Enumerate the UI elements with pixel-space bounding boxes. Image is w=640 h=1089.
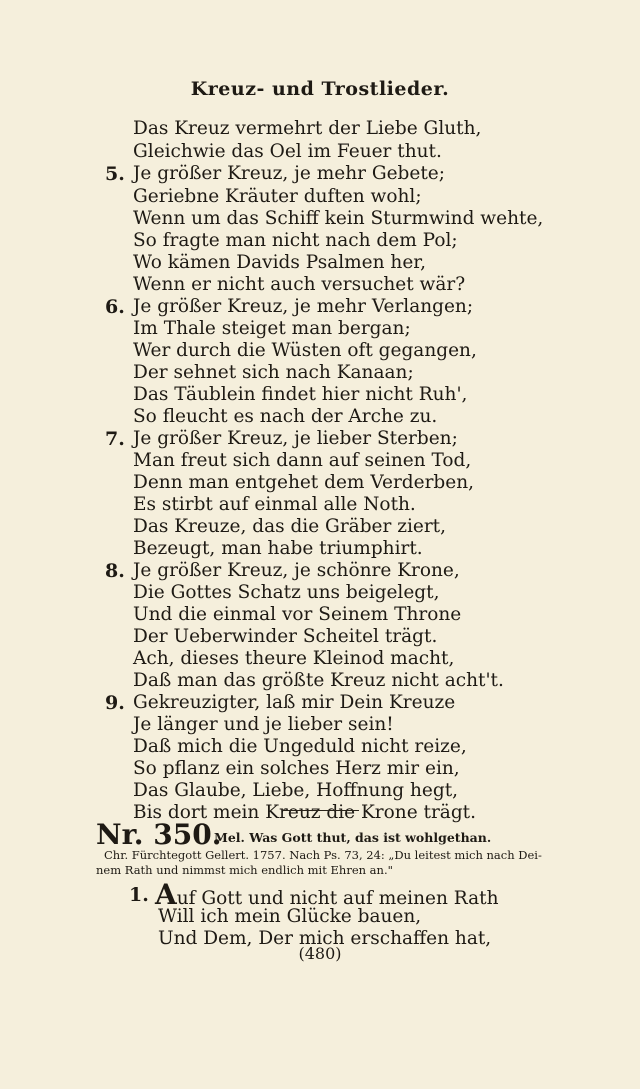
page-number: (480) xyxy=(298,944,342,963)
verse-line: Wo kämen Davids Psalmen her, xyxy=(133,252,426,273)
section-divider xyxy=(283,810,359,811)
verse-line: Und Dem, Der mich erschaffen hat, xyxy=(158,928,492,949)
verse-number: 9. xyxy=(105,692,125,714)
first-line-text: uf Gott und nicht auf meinen Rath xyxy=(176,888,499,909)
verse-line: Ach, dieses theure Kleinod macht, xyxy=(133,648,455,669)
verse-line: Gleichwie das Oel im Feuer thut. xyxy=(133,141,442,162)
author-line: Chr. Fürchtegott Gellert. 1757. Nach Ps. 73, 24: „Du leitest mich nach Dei- xyxy=(104,848,542,862)
verse-line: Je länger und je lieber sein! xyxy=(133,714,394,735)
verse-number: 6. xyxy=(105,296,125,318)
hymn-number: Nr. 350. xyxy=(96,818,222,851)
running-header: Kreuz- und Trostlieder. xyxy=(190,78,450,100)
verse-line: Denn man entgehet dem Verderben, xyxy=(133,472,475,493)
verse-line: Und die einmal vor Seinem Throne xyxy=(133,604,462,625)
verse-line: Das Täublein findet hier nicht Ruh', xyxy=(133,384,468,405)
verse-number: 7. xyxy=(105,428,125,450)
melody-note: Mel. Was Gott thut, das ist wohlgethan. xyxy=(214,830,492,845)
verse-line: Je größer Kreuz, je lieber Sterben; xyxy=(133,428,458,449)
verse-line: Der sehnet sich nach Kanaan; xyxy=(133,362,414,383)
verse-line: Man freut sich dann auf seinen Tod, xyxy=(133,450,472,471)
verse-line: Je größer Kreuz, je mehr Gebete; xyxy=(133,163,445,184)
verse-line: Das Kreuze, das die Gräber ziert, xyxy=(133,516,446,537)
verse-line: Wenn er nicht auch versuchet wär? xyxy=(133,274,466,295)
verse-line: Die Gottes Schatz uns beigelegt, xyxy=(133,582,440,603)
verse-line: So pflanz ein solches Herz mir ein, xyxy=(133,758,460,779)
verse-line: Wenn um das Schiff kein Sturmwind wehte, xyxy=(133,208,544,229)
verse-line: Je größer Kreuz, je schönre Krone, xyxy=(133,560,460,581)
verse-number: 1. xyxy=(129,884,149,906)
verse-line: So fragte man nicht nach dem Pol; xyxy=(133,230,458,251)
verse-line: Es stirbt auf einmal alle Noth. xyxy=(133,494,416,515)
verse-line: So fleucht es nach der Arche zu. xyxy=(133,406,438,427)
verse-line: Will ich mein Glücke bauen, xyxy=(158,906,422,927)
verse-line: Gekreuzigter, laß mir Dein Kreuze xyxy=(133,692,456,713)
verse-line: Bis dort mein Kreuz die Krone trägt. xyxy=(133,802,476,823)
drop-initial: A xyxy=(155,878,177,911)
author-line: nem Rath und nimmst mich endlich mit Ehren an." xyxy=(96,863,393,877)
verse-line: Daß man das größte Kreuz nicht acht't. xyxy=(133,670,504,691)
verse-number: 8. xyxy=(105,560,125,582)
verse-line: Je größer Kreuz, je mehr Verlangen; xyxy=(133,296,474,317)
verse-line: Daß mich die Ungeduld nicht reize, xyxy=(133,736,467,757)
verse-line: Geriebne Kräuter duften wohl; xyxy=(133,186,422,207)
verse-line: Das Glaube, Liebe, Hoffnung hegt, xyxy=(133,780,459,801)
verse-line: Bezeugt, man habe triumphirt. xyxy=(133,538,423,559)
verse-number: 5. xyxy=(105,163,125,185)
verse-line: Wer durch die Wüsten oft gegangen, xyxy=(133,340,477,361)
verse-line: Das Kreuz vermehrt der Liebe Gluth, xyxy=(133,118,482,139)
verse-line: Der Ueberwinder Scheitel trägt. xyxy=(133,626,438,647)
verse-line: Im Thale steiget man bergan; xyxy=(133,318,411,339)
